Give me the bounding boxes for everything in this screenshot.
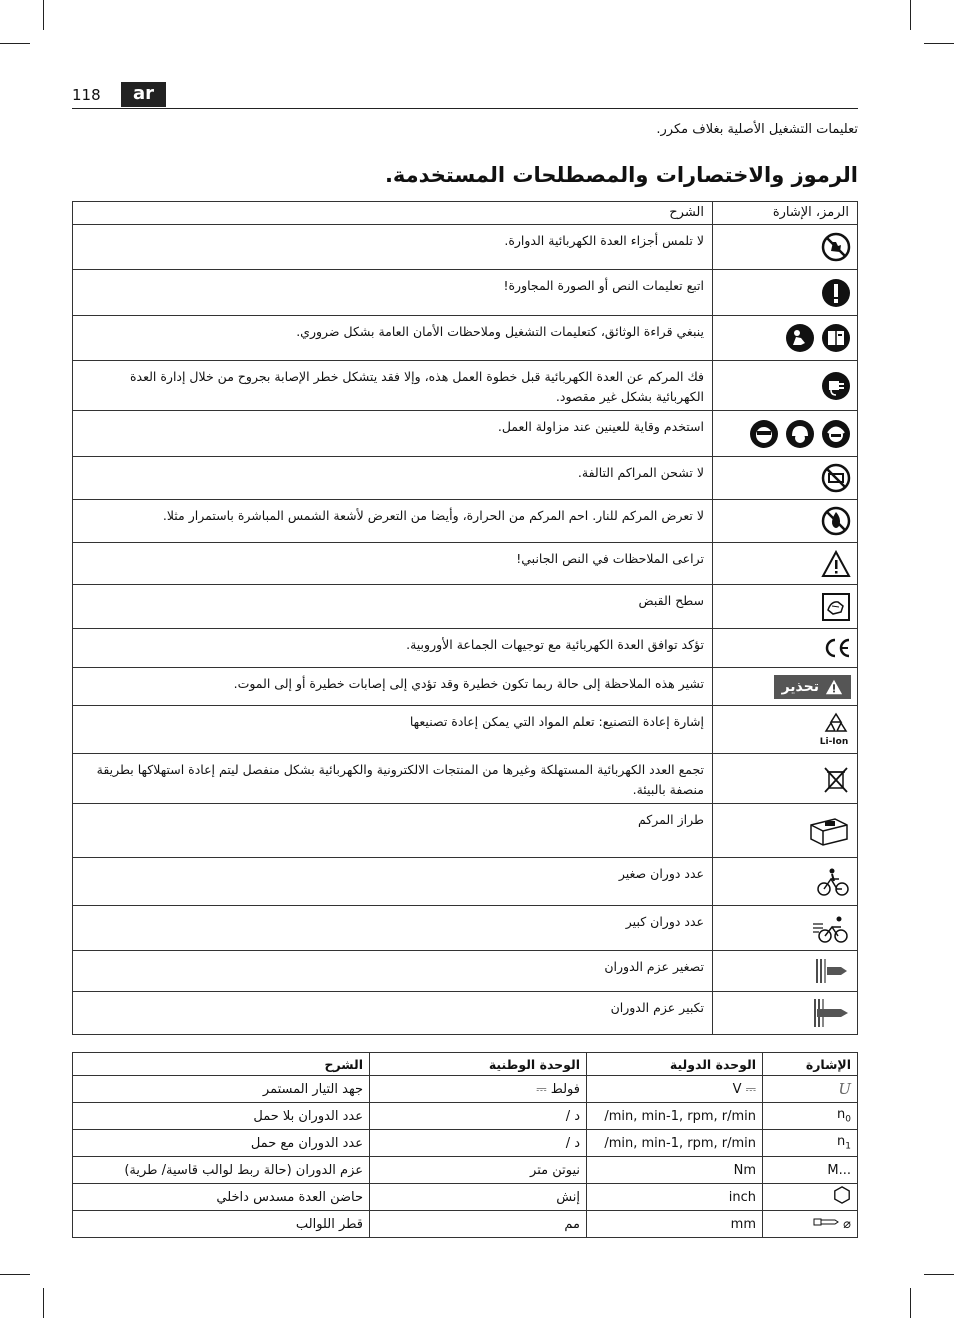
crop-mark xyxy=(910,0,911,30)
sign-text xyxy=(837,1134,851,1152)
symbol-cell xyxy=(713,585,858,629)
table-row xyxy=(73,668,858,706)
sign-text: M... xyxy=(827,1162,851,1178)
table-row xyxy=(73,1157,858,1184)
table-row xyxy=(73,270,858,316)
explanation-cell: تشير هذه الملاحظة إلى حالة ربما تكون خطيرة وقد تؤدي إلى إصابات خطيرة أو إلى الموت. xyxy=(73,668,713,706)
explanation-cell: إشارة إعادة التصنيع: تعلم المواد التي يمكن إعادة تصنيعها xyxy=(73,706,713,754)
no-charge-damaged-battery-icon xyxy=(821,463,851,493)
table-row xyxy=(73,500,858,543)
table-header-row xyxy=(73,1053,858,1076)
explanation-cell: تكبير عزم الدوران xyxy=(73,992,713,1035)
read-instructions-icon xyxy=(785,323,815,353)
intl-unit-text: V ⎓ xyxy=(732,1081,756,1097)
national-unit-cell: فولط ⎓ xyxy=(370,1076,587,1103)
symbol-cell xyxy=(713,225,858,270)
head-protection-icon xyxy=(785,419,815,449)
explanation-cell: ينبغي قراءة الوثائق، كتعليمات التشغيل وملاحظات الأمان العامة بشكل ضروري. xyxy=(73,316,713,361)
sign-text xyxy=(837,1107,851,1125)
symbol-cell xyxy=(713,361,858,411)
table-row xyxy=(73,1076,858,1103)
battery-pack-icon xyxy=(807,811,851,851)
crop-mark xyxy=(910,1288,911,1318)
explanation-cell: استخدم وقاية للعينين عند مزاولة العمل. xyxy=(73,411,713,457)
table-row xyxy=(73,1211,858,1238)
language-badge: ar xyxy=(121,82,166,107)
sign-letter: n xyxy=(837,1107,846,1123)
table-row xyxy=(73,804,858,858)
explanation-cell: جهد التيار المستمر xyxy=(73,1076,370,1103)
symbol-cell xyxy=(713,411,858,457)
read-manual-icon xyxy=(821,323,851,353)
sign-text: U xyxy=(838,1080,851,1098)
intl-unit-text: /min, min-1, rpm, r/min xyxy=(604,1135,756,1151)
crop-mark xyxy=(0,43,30,44)
screw-diameter-icon xyxy=(813,1216,839,1228)
explanation-cell: قطر اللوالب xyxy=(73,1211,370,1238)
symbol-cell xyxy=(713,457,858,500)
table-row xyxy=(73,361,858,411)
exclamation-icon xyxy=(821,278,851,308)
sign-text xyxy=(813,1217,851,1232)
table-row xyxy=(73,1103,858,1130)
table-row xyxy=(73,906,858,951)
symbol-cell xyxy=(713,316,858,361)
symbol-cell xyxy=(713,906,858,951)
slow-speed-icon xyxy=(815,864,851,900)
page-number: 118 xyxy=(72,86,101,104)
explanation-cell: تجمع العدد الكهربائية المستهلكة وغيرها من المنتجات الالكترونية والكهربائية بشكل منفصل ليتم إعادة استهلاكها بطريقة منصفة بالبيئة. xyxy=(73,754,713,804)
grip-surface-icon xyxy=(821,592,851,622)
symbol-cell xyxy=(713,270,858,316)
unplug-icon xyxy=(821,371,851,401)
intl-unit-cell xyxy=(587,1103,763,1130)
table-row xyxy=(73,225,858,270)
symbol-cell xyxy=(713,500,858,543)
recycling-icon xyxy=(817,712,851,747)
intl-unit-text: /min, min-1, rpm, r/min xyxy=(604,1108,756,1124)
symbol-cell xyxy=(713,543,858,585)
sign-cell xyxy=(763,1184,858,1211)
eye-protection-icon xyxy=(749,419,779,449)
section-title: الرموز والاختصارات والمصطلحات المستخدمة. xyxy=(384,163,858,187)
sign-cell xyxy=(763,1103,858,1130)
explanation-cell: فك المركم عن العدة الكهربائية قبل خطوة العمل هذه، وإلا فقد يتشكل خطر الإصابة بجروح من خلال إدارة العدة الكهربائية بشكل غير مقصود. xyxy=(73,361,713,411)
symbol-cell xyxy=(713,629,858,668)
symbol-cell xyxy=(713,992,858,1035)
header-explanation: الشرح xyxy=(73,1053,370,1076)
explanation-cell: عدد الدوران بلا حمل xyxy=(73,1103,370,1130)
explanation-cell: حاضن العدة مسدس داخلي xyxy=(73,1184,370,1211)
crop-mark xyxy=(924,1274,954,1275)
no-fire-icon xyxy=(821,506,851,536)
intl-unit-cell xyxy=(587,1076,763,1103)
caution-label: تحذير xyxy=(781,678,819,695)
table-row xyxy=(73,585,858,629)
explanation-cell: تصغير عزم الدوران xyxy=(73,951,713,992)
table-row xyxy=(73,629,858,668)
li-ion-label: Li-Ion xyxy=(819,737,849,747)
table-row xyxy=(73,457,858,500)
diameter-symbol: ⌀ xyxy=(843,1217,851,1232)
hexagon-icon xyxy=(833,1186,851,1204)
explanation-cell: لا تشحن المراكم التالفة. xyxy=(73,457,713,500)
header-explanation: الشرح xyxy=(73,202,713,225)
crop-mark xyxy=(0,1274,30,1275)
national-unit-cell: د / xyxy=(370,1130,587,1157)
symbol-cell xyxy=(713,668,858,706)
header-sign: الإشارة xyxy=(763,1053,858,1076)
header-intl-unit: الوحدة الدولية xyxy=(587,1053,763,1076)
explanation-cell: عدد دوران صغير xyxy=(73,858,713,906)
national-unit-cell: إنش xyxy=(370,1184,587,1211)
symbol-cell xyxy=(713,858,858,906)
header-symbol: الرمز، الإشارة xyxy=(713,202,858,225)
explanation-cell: لا تعرض المركم للنار. احم المركم من الحرارة، وأيضا من التعرض لأشعة الشمس المباشرة باستمرار مثلا. xyxy=(73,500,713,543)
national-unit-cell: د / xyxy=(370,1103,587,1130)
table-row xyxy=(73,543,858,585)
table-row xyxy=(73,1184,858,1211)
table-row xyxy=(73,951,858,992)
intl-unit-text: inch xyxy=(728,1189,756,1205)
explanation-cell: لا تلمس أجزاء العدة الكهربائية الدوارة. xyxy=(73,225,713,270)
header-divider xyxy=(72,108,858,109)
sign-cell xyxy=(763,1130,858,1157)
symbols-table xyxy=(72,201,858,1035)
crop-mark xyxy=(43,0,44,30)
caution-badge xyxy=(774,675,851,699)
explanation-cell: عدد الدوران مع حمل xyxy=(73,1130,370,1157)
sign-cell xyxy=(763,1211,858,1238)
national-unit-cell: نيوتن متر xyxy=(370,1157,587,1184)
intl-unit-text: mm xyxy=(730,1216,756,1232)
national-unit-cell: مم xyxy=(370,1211,587,1238)
table-row xyxy=(73,858,858,906)
warning-triangle-icon xyxy=(825,678,843,696)
units-table xyxy=(72,1052,858,1238)
header-national-unit: الوحدة الوطنية xyxy=(370,1053,587,1076)
symbol-cell xyxy=(713,754,858,804)
symbol-cell xyxy=(713,804,858,858)
intl-unit-cell xyxy=(587,1157,763,1184)
ear-protection-icon xyxy=(821,419,851,449)
intl-unit-text: Nm xyxy=(733,1162,756,1178)
table-row xyxy=(73,316,858,361)
fast-speed-icon xyxy=(811,910,851,946)
crop-mark xyxy=(924,43,954,44)
explanation-cell: عدد دوران كبير xyxy=(73,906,713,951)
sign-cell xyxy=(763,1076,858,1103)
symbol-cell xyxy=(713,951,858,992)
warning-triangle-icon xyxy=(821,549,851,579)
sign-cell xyxy=(763,1157,858,1184)
torque-decrease-icon xyxy=(811,955,851,987)
crop-mark xyxy=(43,1288,44,1318)
do-not-touch-icon xyxy=(821,232,851,262)
explanation-cell: طراز المركم xyxy=(73,804,713,858)
table-row xyxy=(73,1130,858,1157)
explanation-cell: سطح القبض xyxy=(73,585,713,629)
intl-unit-cell xyxy=(587,1130,763,1157)
crossed-bin-icon xyxy=(821,764,851,794)
sign-letter: n xyxy=(837,1134,846,1150)
table-row xyxy=(73,754,858,804)
table-row xyxy=(73,992,858,1035)
ce-mark-icon xyxy=(821,633,851,663)
intl-unit-cell xyxy=(587,1184,763,1211)
intl-unit-cell xyxy=(587,1211,763,1238)
explanation-cell: تؤكد توافق العدة الكهربائية مع توجيهات الجماعة الأوروبية. xyxy=(73,629,713,668)
intro-text: تعليمات التشغيل الأصلية بغلاف مكرر. xyxy=(656,122,858,137)
explanation-cell: تراعى الملاحظات في النص الجانبي! xyxy=(73,543,713,585)
table-row xyxy=(73,411,858,457)
table-row xyxy=(73,706,858,754)
sign-subscript: 1 xyxy=(845,1141,851,1152)
symbol-cell xyxy=(713,706,858,754)
explanation-cell: اتبع تعليمات النص أو الصورة المجاورة! xyxy=(73,270,713,316)
explanation-cell: عزم الدوران (حالة ربط لوالب قاسية/ طرية) xyxy=(73,1157,370,1184)
sign-subscript: 0 xyxy=(845,1114,851,1125)
torque-increase-icon xyxy=(811,996,851,1030)
table-header-row xyxy=(73,202,858,225)
